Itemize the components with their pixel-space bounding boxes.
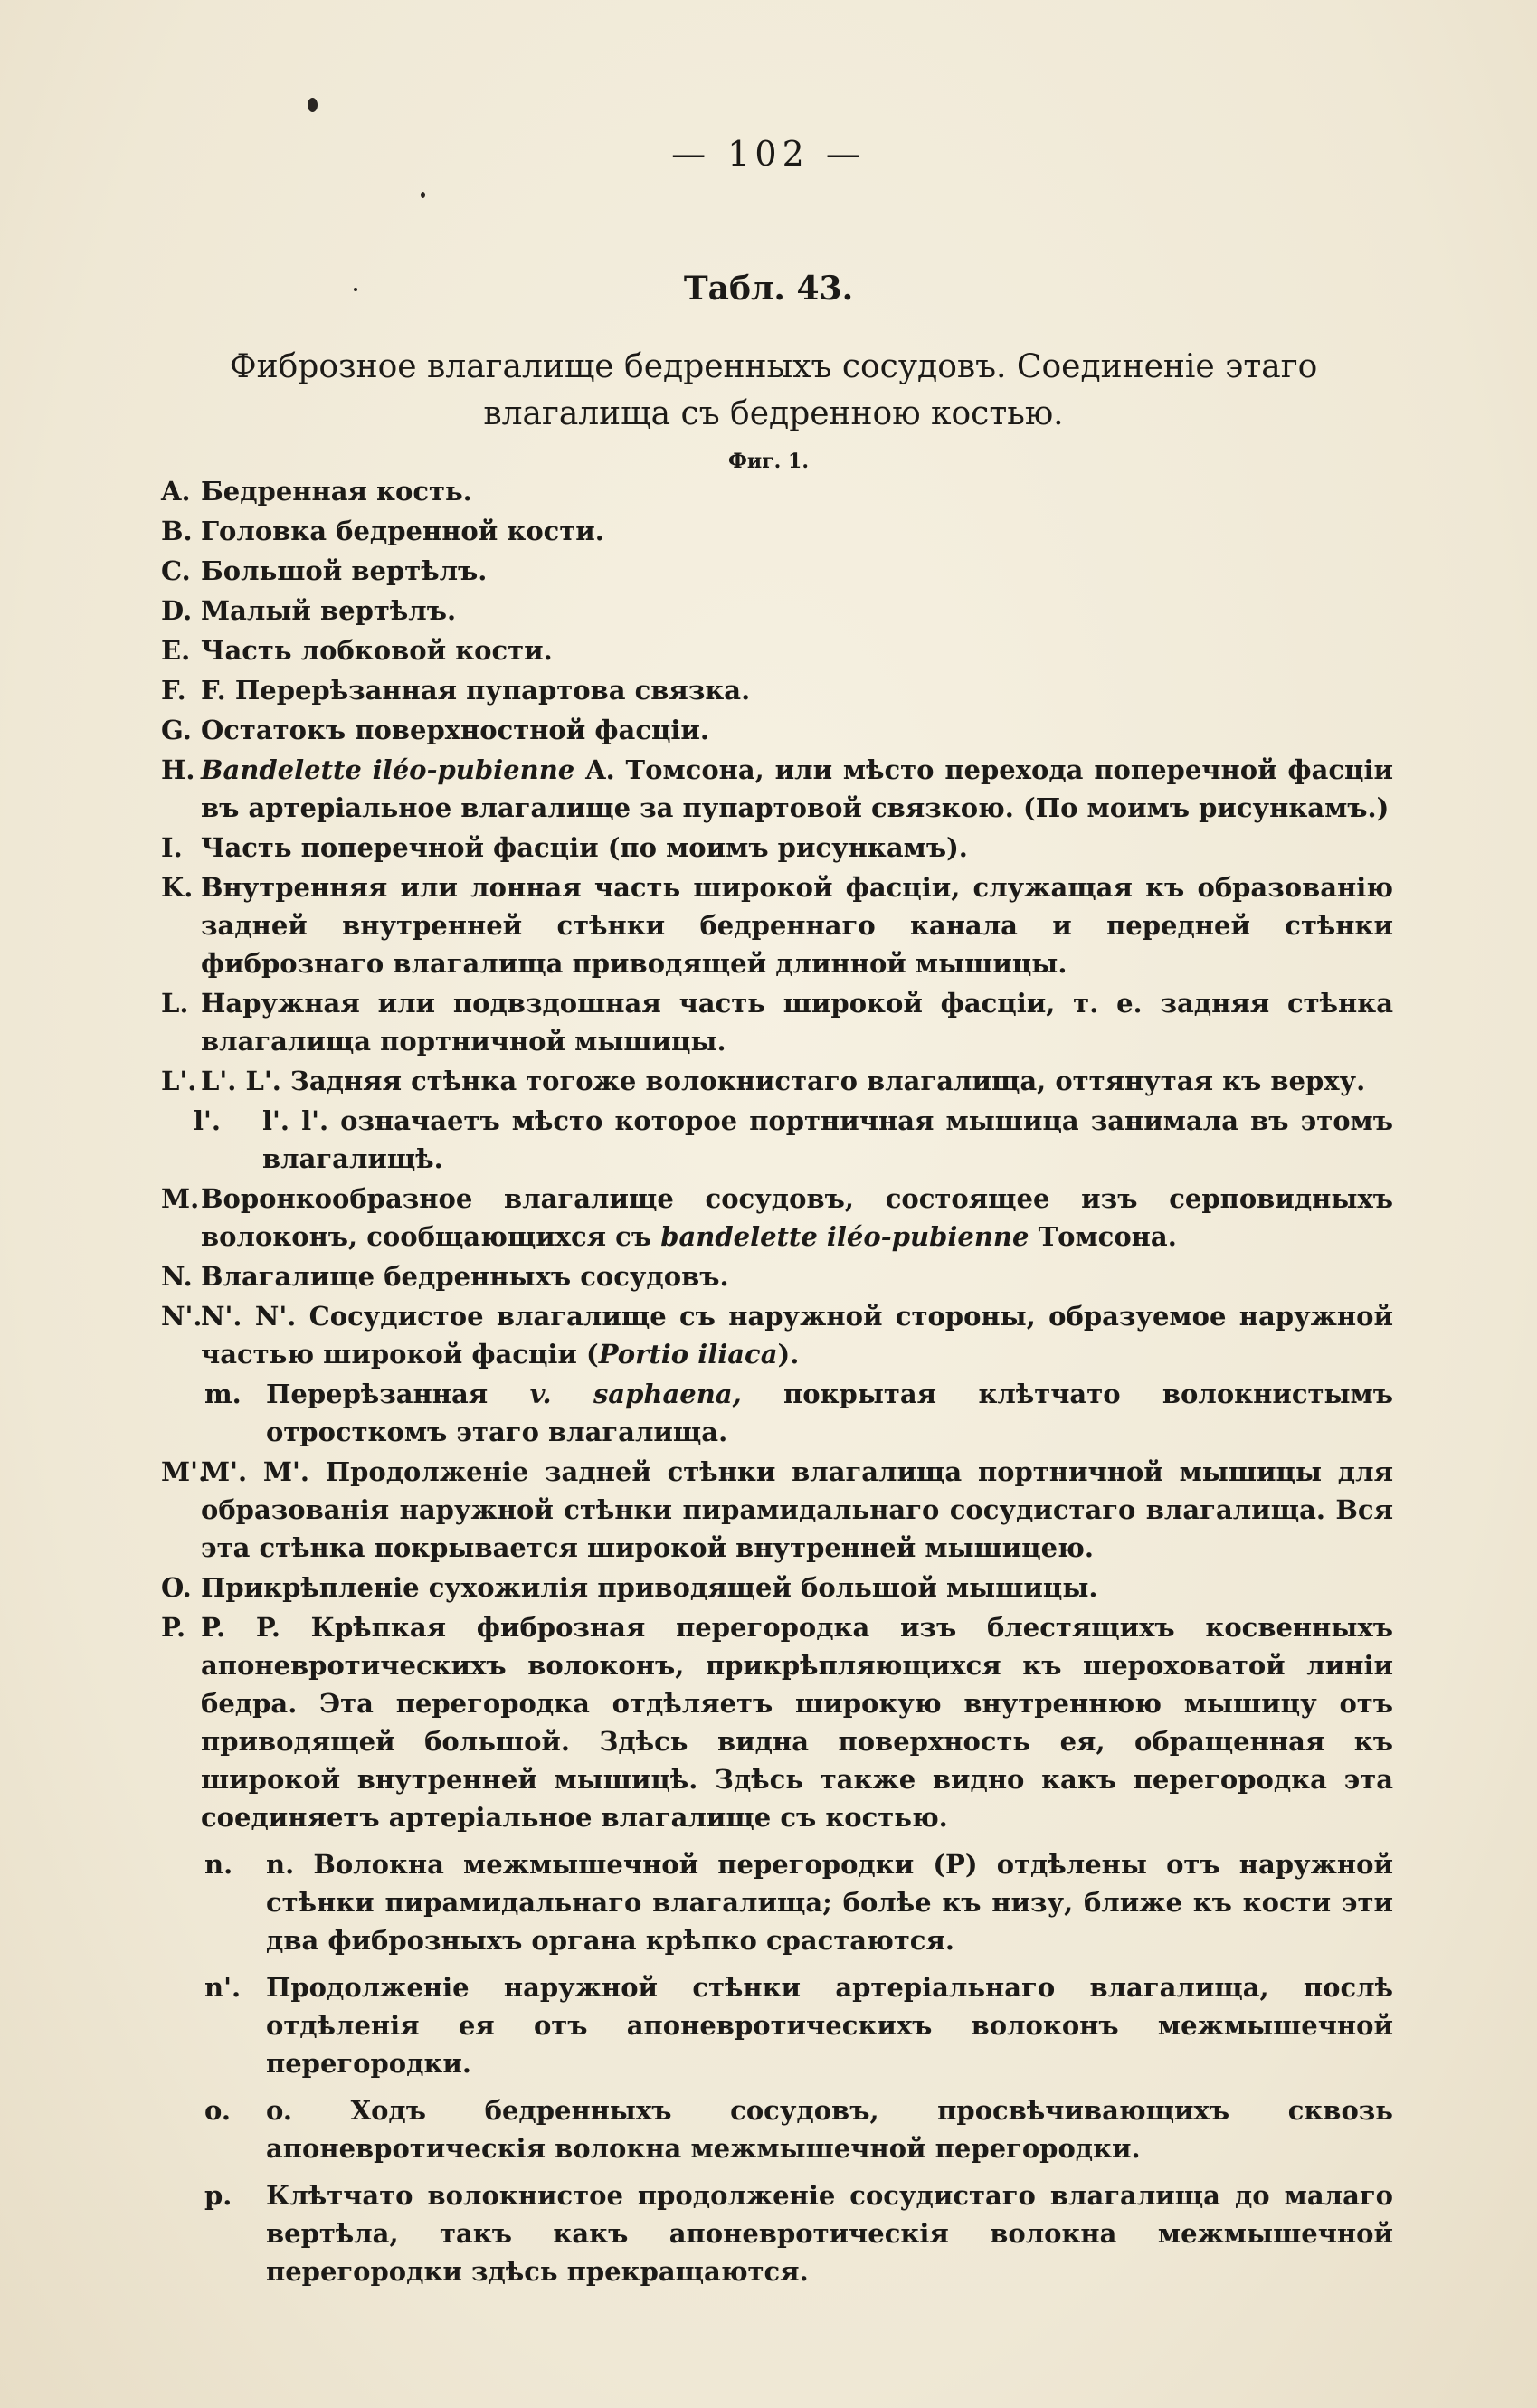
legend-entry <box>161 711 1393 749</box>
legend-entry <box>161 592 1393 630</box>
entry-text: Остатокъ поверхностной фасціи. <box>201 715 710 745</box>
legend-entry <box>161 472 1393 510</box>
entry-letter: o. <box>204 2095 231 2126</box>
entry-letter: n. <box>204 1849 233 1880</box>
entry-text: M'. M'. Продолженіе задней стѣнки влагалища портничной мышицы для образованія наружной стѣнки пирамидальнаго сосудистаго влагалища. Вся эта стѣнка покрывается широкой внутренней мышицею. <box>201 1456 1393 1563</box>
figure-label: Фиг. 1. <box>728 450 809 473</box>
entry-latin-term: v. saphaena, <box>529 1379 742 1409</box>
entry-letter: O. <box>161 1572 192 1603</box>
legend-entry <box>161 1102 1393 1178</box>
entry-text: Часть лобковой кости. <box>201 635 553 666</box>
entry-text: Бедренная кость. <box>201 476 472 507</box>
legend-list <box>161 472 1393 2292</box>
entry-letter: K. <box>161 872 194 903</box>
legend-entry <box>161 1845 1393 1959</box>
entry-letter: B. <box>161 516 193 546</box>
entry-text: Малый вертѣлъ. <box>201 595 457 626</box>
table-title: Табл. 43. <box>683 270 854 308</box>
entry-letter: P. <box>161 1612 186 1643</box>
legend-entry <box>161 2091 1393 2167</box>
entry-letter: m. <box>204 1379 242 1409</box>
entry-text: Наружная или подвздошная часть широкой фасціи, т. е. задняя стѣнка влагалища портничной мышицы. <box>201 988 1393 1057</box>
entry-text: N'. N'. Сосудистое влагалище съ наружной стороны, образуемое наружной частью широкой фасціи ( <box>201 1301 1393 1370</box>
entry-letter: L'. <box>161 1066 197 1096</box>
legend-entry <box>161 1608 1393 1836</box>
entry-latin-term: bandelette iléo-pubienne <box>660 1221 1029 1252</box>
entry-letter: n'. <box>204 1972 242 2003</box>
legend-entry <box>161 868 1393 982</box>
legend-entry <box>161 671 1393 709</box>
entry-text: Продолженіе наружной стѣнки артеріальнаго влагалища, послѣ отдѣленія ея отъ апоневротическихъ волоконъ межмышечной перегородки. <box>266 1972 1393 2079</box>
entry-letter: M'. <box>161 1456 208 1487</box>
legend-entry <box>161 552 1393 590</box>
entry-text: l'. l'. означаетъ мѣсто которое портничная мышица занимала въ этомъ влагалищѣ. <box>262 1105 1393 1174</box>
entry-letter: M. <box>161 1183 200 1214</box>
legend-entry <box>161 1180 1393 1256</box>
legend-entry <box>161 984 1393 1060</box>
entry-letter: p. <box>204 2180 232 2211</box>
entry-letter: F. <box>161 675 186 706</box>
ink-spot <box>421 192 425 198</box>
page-number: — 102 — <box>671 134 866 174</box>
entry-letter: A. <box>161 476 191 507</box>
entry-latin-term: Portio iliaca <box>598 1339 778 1370</box>
legend-entry <box>161 1569 1393 1607</box>
legend-entry <box>161 1257 1393 1295</box>
entry-text: ). <box>777 1339 800 1370</box>
entry-text: P. P. Крѣпкая фиброзная перегородка изъ блестящихъ косвенныхъ апоневротическихъ волоконъ, прикрѣпляющихся къ шероховатой линіи бедра. Эта перегородка отдѣляетъ широкую внутреннюю мышицу отъ приводящей большой. Здѣсь видна поверхность ея, обращенная къ широкой внутренней мышицѣ. Здѣсь также видно какъ перегородка эта соединяетъ артеріальное влагалище съ костью. <box>201 1612 1393 1833</box>
entry-latin-term: Bandelette iléo-pubienne <box>201 754 575 785</box>
entry-text: L'. L'. Задняя стѣнка тогоже волокнистаго влагалища, оттянутая къ верху. <box>201 1066 1366 1096</box>
entry-letter: H. <box>161 754 195 785</box>
page-heading: Фиброзное влагалище бедренныхъ сосудовъ. Соединеніе этаго влагалища съ бедренною костью. <box>229 348 1318 432</box>
entry-letter: L. <box>161 988 189 1019</box>
ink-spot <box>308 98 318 112</box>
entry-text: n. Волокна межмышечной перегородки (P) отдѣлены отъ наружной стѣнки пирамидальнаго влагалища; болѣе къ низу, ближе къ кости эти два фиброзныхъ органа крѣпко срастаются. <box>266 1849 1393 1956</box>
entry-text: Перерѣзанная <box>266 1379 530 1409</box>
entry-text: Влагалище бедренныхъ сосудовъ. <box>201 1261 729 1292</box>
entry-text: Часть поперечной фасціи (по моимъ рисункамъ). <box>201 832 968 863</box>
entry-letter: D. <box>161 595 193 626</box>
entry-letter: l'. <box>194 1105 221 1136</box>
entry-text: Внутренняя или лонная часть широкой фасціи, служащая къ образованію задней внутренней стѣнки бедреннаго канала и передней стѣнки фибрознаго влагалища приводящей длинной мышицы. <box>201 872 1393 979</box>
entry-letter: G. <box>161 715 192 745</box>
legend-entry <box>161 1062 1393 1100</box>
legend-entry <box>161 2176 1393 2290</box>
legend-entry <box>161 1297 1393 1373</box>
legend-entry <box>161 1968 1393 2082</box>
legend-entry <box>161 829 1393 867</box>
legend-entry <box>161 751 1393 827</box>
entry-text: Головка бедренной кости. <box>201 516 604 546</box>
legend-entry <box>161 512 1393 550</box>
entry-text: покрытая клѣтчато волокнистымъ отросткомъ этаго влагалища. <box>266 1379 1393 1447</box>
legend-entry <box>161 1375 1393 1451</box>
entry-text: A. Томсона, или мѣсто перехода поперечной фасціи въ артеріальное влагалище за пупартовой связкою. (По моимъ рисункамъ.) <box>201 754 1393 823</box>
entry-text: F. Перерѣзанная пупартова связка. <box>201 675 751 706</box>
entry-letter: E. <box>161 635 191 666</box>
legend-entry <box>161 1453 1393 1567</box>
legend-entry <box>161 631 1393 669</box>
entry-text: Клѣтчато волокнистое продолженіе сосудистаго влагалища до малаго вертѣла, такъ какъ апоневротическія волокна межмышечной перегородки здѣсь прекращаются. <box>266 2180 1393 2287</box>
entry-letter: I. <box>161 832 183 863</box>
entry-letter: C. <box>161 555 191 586</box>
entry-letter: N. <box>161 1261 193 1292</box>
entry-text: o. Ходъ бедренныхъ сосудовъ, просвѣчивающихъ сквозь апоневротическія волокна межмышечной перегородки. <box>266 2095 1393 2164</box>
entry-text: Воронкообразное влагалище сосудовъ, состоящее изъ серповидныхъ волоконъ, сообщающихся съ <box>201 1183 1393 1252</box>
entry-text: Томсона. <box>1029 1221 1177 1252</box>
entry-text: Большой вертѣлъ. <box>201 555 488 586</box>
entry-text: Прикрѣпленіе сухожилія приводящей большой мышицы. <box>201 1572 1098 1603</box>
entry-letter: N'. <box>161 1301 203 1332</box>
